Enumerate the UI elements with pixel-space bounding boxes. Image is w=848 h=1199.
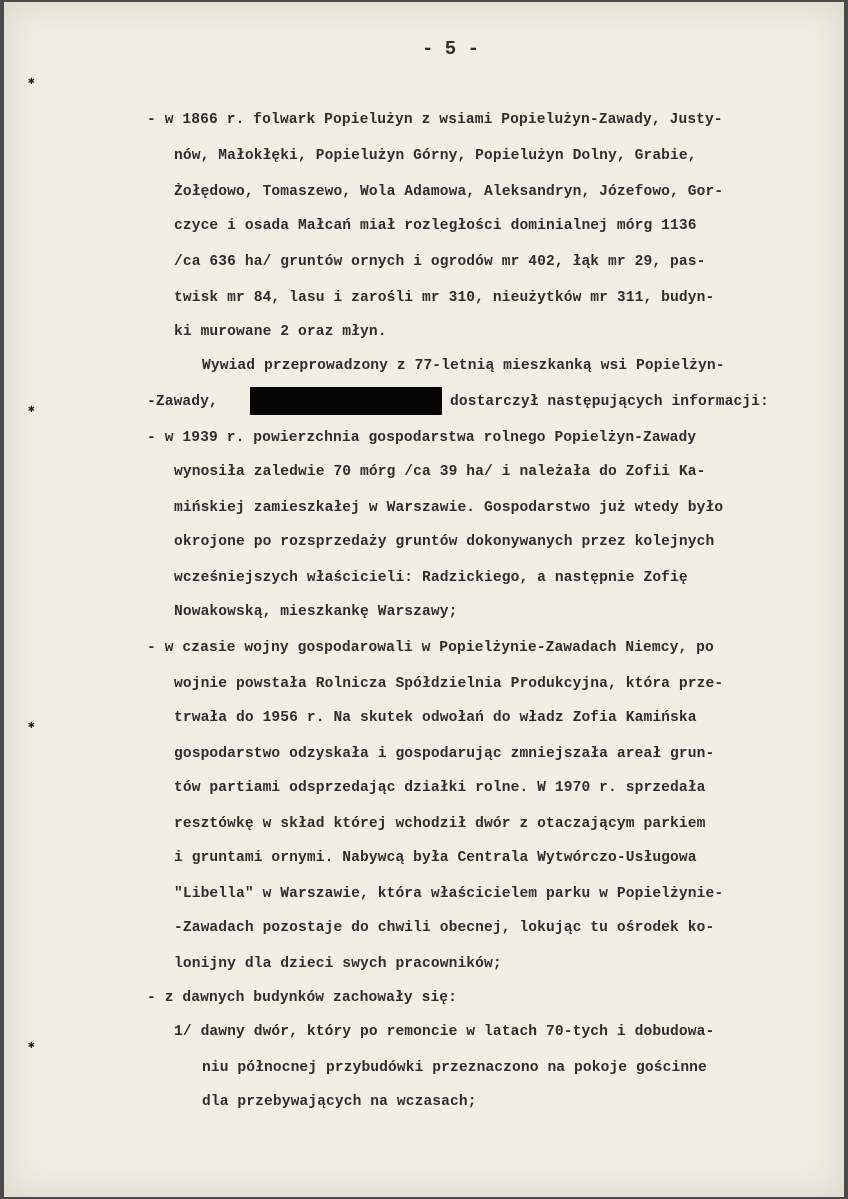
text-line: trwała do 1956 r. Na skutek odwołań do władz Zofia Kamińska	[174, 710, 697, 726]
text-line: "Libella" w Warszawie, która właścicielem parku w Popielżynie-	[174, 886, 724, 902]
text-line: /ca 636 ha/ gruntów ornych i ogrodów mr 402, łąk mr 29, pas-	[174, 254, 706, 270]
text-line: - w 1939 r. powierzchnia gospodarstwa rolnego Popielżyn-Zawady	[147, 430, 697, 446]
text-line: wcześniejszych właścicieli: Radzickiego, a następnie Zofię	[174, 570, 688, 586]
document-page	[4, 2, 844, 1197]
text-line: twisk mr 84, lasu i zarośli mr 310, nieużytków mr 311, budyn-	[174, 290, 715, 306]
text-line: Wywiad przeprowadzony z 77-letnią mieszkanką wsi Popielżyn-	[202, 358, 725, 374]
text-line: -Zawadach pozostaje do chwili obecnej, lokując tu ośrodek ko-	[174, 920, 715, 936]
text-line: Żołędowo, Tomaszewo, Wola Adamowa, Aleksandryn, Józefowo, Gor-	[174, 184, 724, 200]
text-line: - z dawnych budynków zachowały się:	[147, 990, 458, 1006]
text-line: niu północnej przybudówki przeznaczono na pokoje gościnne	[202, 1060, 707, 1076]
text-line: mińskiej zamieszkałej w Warszawie. Gospodarstwo już wtedy było	[174, 500, 724, 516]
text-line: lonijny dla dzieci swych pracowników;	[174, 956, 502, 972]
text-line: nów, Małokłęki, Popielużyn Górny, Popielużyn Dolny, Grabie,	[174, 148, 697, 164]
page-number: - 5 -	[422, 38, 480, 60]
text-line: - w 1866 r. folwark Popielużyn z wsiami Popielużyn-Zawady, Justy-	[147, 112, 723, 128]
punch-mark: ✱	[28, 76, 35, 88]
text-line: resztówkę w skład której wchodził dwór z otaczającym parkiem	[174, 816, 706, 832]
text-line: okrojone po rozsprzedaży gruntów dokonywanych przez kolejnych	[174, 534, 715, 550]
text-line: - w czasie wojny gospodarowali w Popielżynie-Zawadach Niemcy, po	[147, 640, 714, 656]
punch-mark: ✱	[28, 720, 35, 732]
text-line: tów partiami odsprzedając działki rolne. W 1970 r. sprzedała	[174, 780, 706, 796]
text-line: -Zawady,	[147, 394, 218, 410]
redaction-bar	[250, 387, 442, 415]
text-line: dla przebywających na wczasach;	[202, 1094, 477, 1110]
text-line: wynosiła zaledwie 70 mórg /ca 39 ha/ i należała do Zofii Ka-	[174, 464, 706, 480]
text-line: Nowakowską, mieszkankę Warszawy;	[174, 604, 458, 620]
text-line: gospodarstwo odzyskała i gospodarując zmniejszała areał grun-	[174, 746, 715, 762]
punch-mark: ✱	[28, 1040, 35, 1052]
punch-mark: ✱	[28, 404, 35, 416]
text-line: 1/ dawny dwór, który po remoncie w latach 70-tych i dobudowa-	[174, 1024, 715, 1040]
text-line: i gruntami ornymi. Nabywcą była Centrala Wytwórczo-Usługowa	[174, 850, 697, 866]
text-line: czyce i osada Małcań miał rozległości dominialnej mórg 1136	[174, 218, 697, 234]
text-line: ki murowane 2 oraz młyn.	[174, 324, 387, 340]
text-line: wojnie powstała Rolnicza Spółdzielnia Produkcyjna, która prze-	[174, 676, 724, 692]
text-line: dostarczył następujących informacji:	[450, 394, 769, 410]
